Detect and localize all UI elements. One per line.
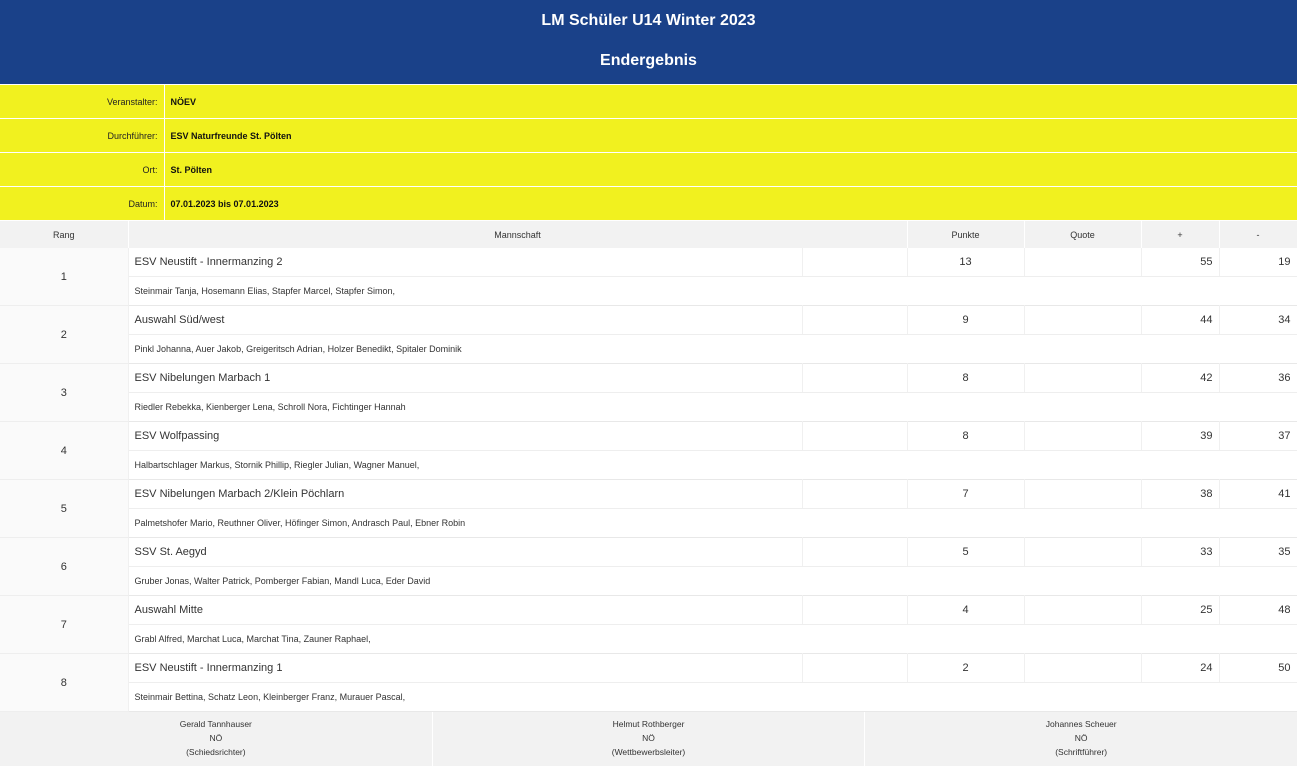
quote-cell <box>1024 480 1141 509</box>
info-value: St. Pölten <box>164 153 1297 187</box>
info-row <box>0 85 1297 119</box>
quote-cell <box>1024 364 1141 393</box>
team-spacer <box>802 422 907 451</box>
official-region: NÖ <box>1074 733 1088 743</box>
points-cell: 7 <box>907 480 1024 509</box>
result-row <box>0 422 1297 451</box>
info-value: NÖEV <box>164 85 1297 119</box>
col-quote: Quote <box>1024 221 1141 248</box>
result-players-row <box>0 393 1297 422</box>
points-cell: 8 <box>907 364 1024 393</box>
page-header <box>0 0 1297 85</box>
page-title: LM Schüler U14 Winter 2023 <box>541 12 756 29</box>
quote-cell <box>1024 538 1141 567</box>
result-players-row <box>0 277 1297 306</box>
result-row <box>0 480 1297 509</box>
official-competition-lead <box>433 712 866 766</box>
team-name: ESV Neustift - Innermanzing 2 <box>128 248 802 277</box>
rank-cell: 4 <box>0 422 128 480</box>
page-subtitle: Endergebnis <box>600 52 697 69</box>
rank-cell: 5 <box>0 480 128 538</box>
official-role: (Wettbewerbsleiter) <box>611 747 686 757</box>
points-cell: 9 <box>907 306 1024 335</box>
team-name: ESV Nibelungen Marbach 2/Klein Pöchlarn <box>128 480 802 509</box>
team-players: Steinmair Tanja, Hosemann Elias, Stapfer Marcel, Stapfer Simon, <box>134 286 395 296</box>
result-players-row <box>0 509 1297 538</box>
team-spacer <box>802 654 907 683</box>
official-region: NÖ <box>642 733 655 743</box>
result-players-row <box>0 683 1297 712</box>
team-spacer <box>802 306 907 335</box>
official-role: (Schriftführer) <box>1055 747 1108 757</box>
plus-cell: 55 <box>1141 248 1219 277</box>
team-name: Auswahl Mitte <box>128 596 802 625</box>
team-spacer <box>802 480 907 509</box>
results-table <box>0 221 1297 712</box>
team-spacer <box>802 364 907 393</box>
team-spacer <box>802 596 907 625</box>
info-row <box>0 153 1297 187</box>
info-label: Veranstalter: <box>0 85 164 119</box>
team-name: Auswahl Süd/west <box>128 306 802 335</box>
official-role: (Schiedsrichter) <box>186 747 246 757</box>
result-players-row <box>0 625 1297 654</box>
team-players: Grabl Alfred, Marchat Luca, Marchat Tina, Zauner Raphael, <box>134 634 371 644</box>
rank-cell: 6 <box>0 538 128 596</box>
result-row <box>0 596 1297 625</box>
info-value: ESV Naturfreunde St. Pölten <box>164 119 1297 153</box>
result-row <box>0 538 1297 567</box>
rank-cell: 3 <box>0 364 128 422</box>
quote-cell <box>1024 306 1141 335</box>
team-players: Halbartschlager Markus, Stornik Phillip, Riegler Julian, Wagner Manuel, <box>134 460 420 470</box>
plus-cell: 42 <box>1141 364 1219 393</box>
minus-cell: 37 <box>1219 422 1297 451</box>
official-name: Johannes Scheuer <box>1045 719 1117 729</box>
rank-cell: 1 <box>0 248 128 306</box>
quote-cell <box>1024 422 1141 451</box>
minus-cell: 35 <box>1219 538 1297 567</box>
team-name: SSV St. Aegyd <box>128 538 802 567</box>
info-label: Datum: <box>0 187 164 221</box>
team-players: Pinkl Johanna, Auer Jakob, Greigeritsch Adrian, Holzer Benedikt, Spitaler Dominik <box>134 344 462 354</box>
team-name: ESV Nibelungen Marbach 1 <box>128 364 802 393</box>
results-header-row <box>0 221 1297 248</box>
quote-cell <box>1024 654 1141 683</box>
rank-cell: 8 <box>0 654 128 712</box>
result-players-row <box>0 567 1297 596</box>
official-name: Helmut Rothberger <box>612 719 685 729</box>
plus-cell: 38 <box>1141 480 1219 509</box>
points-cell: 5 <box>907 538 1024 567</box>
plus-cell: 33 <box>1141 538 1219 567</box>
official-secretary <box>865 712 1297 766</box>
info-row <box>0 187 1297 221</box>
official-referee <box>0 712 433 766</box>
quote-cell <box>1024 596 1141 625</box>
team-players: Steinmair Bettina, Schatz Leon, Kleinberger Franz, Murauer Pascal, <box>134 692 406 702</box>
minus-cell: 50 <box>1219 654 1297 683</box>
official-name: Gerald Tannhauser <box>179 719 252 729</box>
official-region: NÖ <box>209 733 223 743</box>
quote-cell <box>1024 248 1141 277</box>
minus-cell: 36 <box>1219 364 1297 393</box>
team-spacer <box>802 538 907 567</box>
rank-cell: 7 <box>0 596 128 654</box>
team-players: Gruber Jonas, Walter Patrick, Pomberger Fabian, Mandl Luca, Eder David <box>134 576 431 586</box>
minus-cell: 34 <box>1219 306 1297 335</box>
team-spacer <box>802 248 907 277</box>
col-minus: - <box>1219 221 1297 248</box>
minus-cell: 48 <box>1219 596 1297 625</box>
result-row <box>0 364 1297 393</box>
plus-cell: 24 <box>1141 654 1219 683</box>
col-plus: + <box>1141 221 1219 248</box>
col-rang: Rang <box>0 221 128 248</box>
plus-cell: 25 <box>1141 596 1219 625</box>
officials-footer <box>0 712 1297 766</box>
minus-cell: 41 <box>1219 480 1297 509</box>
rank-cell: 2 <box>0 306 128 364</box>
points-cell: 2 <box>907 654 1024 683</box>
minus-cell: 19 <box>1219 248 1297 277</box>
col-punkte: Punkte <box>907 221 1024 248</box>
team-players: Riedler Rebekka, Kienberger Lena, Schroll Nora, Fichtinger Hannah <box>134 402 406 412</box>
col-mannschaft: Mannschaft <box>128 221 907 248</box>
event-info-table <box>0 85 1297 221</box>
result-row <box>0 306 1297 335</box>
info-value: 07.01.2023 bis 07.01.2023 <box>164 187 1297 221</box>
result-row <box>0 248 1297 277</box>
plus-cell: 39 <box>1141 422 1219 451</box>
info-label: Durchführer: <box>0 119 164 153</box>
plus-cell: 44 <box>1141 306 1219 335</box>
points-cell: 8 <box>907 422 1024 451</box>
points-cell: 4 <box>907 596 1024 625</box>
team-name: ESV Wolfpassing <box>128 422 802 451</box>
points-cell: 13 <box>907 248 1024 277</box>
team-players: Palmetshofer Mario, Reuthner Oliver, Höfinger Simon, Andrasch Paul, Ebner Robin <box>134 518 466 528</box>
result-row <box>0 654 1297 683</box>
info-label: Ort: <box>0 153 164 187</box>
result-players-row <box>0 335 1297 364</box>
info-row <box>0 119 1297 153</box>
team-name: ESV Neustift - Innermanzing 1 <box>128 654 802 683</box>
result-players-row <box>0 451 1297 480</box>
